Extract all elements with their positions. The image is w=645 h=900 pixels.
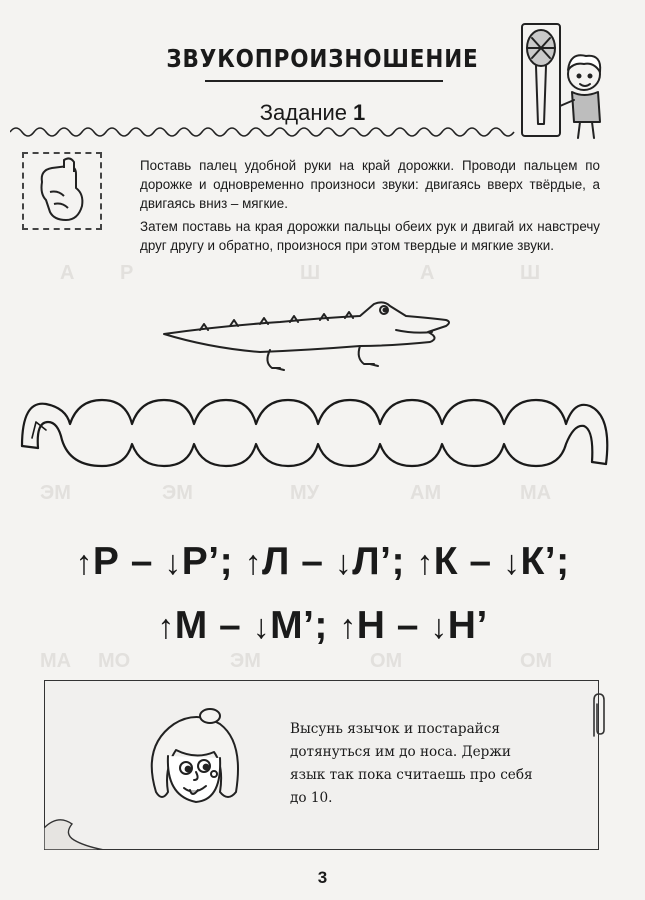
pair-end: ;	[219, 540, 245, 583]
ghost-mark: Р	[120, 262, 134, 284]
arrow-up-icon: ↑	[416, 544, 434, 582]
task-label: Задание	[259, 100, 348, 125]
separator-dash: –	[119, 540, 165, 583]
wave-divider	[10, 120, 520, 140]
arrow-down-icon: ↓	[252, 608, 271, 646]
syllable-row-1	[0, 540, 645, 584]
title-underline	[205, 80, 443, 82]
syllable-hard: М	[174, 604, 208, 647]
page-title: ЗВУКОПРОИЗНОШЕНИЕ	[166, 44, 479, 73]
pair-end: ;	[391, 540, 417, 583]
ghost-mark: ОМ	[520, 650, 553, 672]
tip-text: Высунь язычок и постарайся дотянуться им до носа. Держи язык так пока считаешь про себя до 10.	[290, 721, 533, 806]
arrow-down-icon: ↓	[164, 544, 182, 582]
syllable-hard: Л	[261, 540, 290, 583]
ghost-mark: МО	[98, 650, 131, 672]
curled-corner	[44, 810, 104, 850]
syllable-pair	[244, 540, 416, 583]
ghost-mark: МА	[40, 650, 72, 672]
pair-end: ;	[314, 604, 340, 647]
ghost-mark: АМ	[410, 482, 442, 504]
arrow-up-icon: ↑	[244, 544, 262, 582]
pair-end: ;	[556, 540, 570, 583]
ghost-mark: ЭМ	[230, 650, 261, 672]
separator-dash: –	[385, 604, 431, 647]
instructions-text	[140, 156, 600, 259]
arrow-down-icon: ↓	[502, 544, 521, 582]
page-number: 3	[317, 868, 328, 887]
syllable-soft: К’	[520, 540, 557, 583]
ghost-mark: Ш	[520, 262, 541, 284]
syllable-pair	[339, 604, 488, 647]
arrow-up-icon: ↑	[339, 608, 357, 646]
syllable-pair	[157, 604, 339, 647]
wavy-track	[18, 392, 628, 472]
syllable-hard: К	[433, 540, 459, 583]
syllable-soft: Л’	[352, 540, 392, 583]
ghost-mark: ЭМ	[40, 482, 71, 504]
pointing-hand-box	[22, 152, 102, 230]
syllable-pair	[416, 540, 569, 583]
task-number: 1	[353, 100, 366, 125]
syllable-hard: Н	[356, 604, 386, 647]
arrow-up-icon: ↑	[157, 608, 175, 646]
arrow-up-icon: ↑	[75, 544, 93, 582]
separator-dash: –	[289, 540, 335, 583]
arrow-down-icon: ↓	[430, 608, 448, 646]
syllable-soft: Р’	[181, 540, 220, 583]
ghost-mark: А	[60, 262, 75, 284]
ghost-mark: Ш	[300, 262, 321, 284]
ghost-mark: МУ	[290, 482, 320, 504]
ghost-mark: А	[420, 262, 435, 284]
syllable-soft: Н’	[447, 604, 488, 647]
syllable-hard: Р	[92, 540, 120, 583]
arrow-down-icon: ↓	[334, 544, 353, 582]
separator-dash: –	[458, 540, 503, 583]
girl-face-illustration	[140, 706, 250, 816]
syllable-pair	[75, 540, 244, 583]
pointing-hand-icon	[24, 154, 100, 228]
syllable-soft: М’	[270, 604, 315, 647]
instruction-paragraph: Поставь палец удобной руки на край дорожки. Проводи пальцем по дорожке и одновременно произноси звуки: двигаясь вверх твёрдые, а двигаясь вниз – мягкие.	[140, 158, 600, 211]
ghost-mark: ЭМ	[162, 482, 193, 504]
syllable-row-2	[0, 604, 645, 648]
ghost-mark: МА	[520, 482, 552, 504]
instruction-paragraph: Затем поставь на края дорожки пальцы обеих рук и двигай их навстречу друг другу и обратно, произнося при этом твердые и мягкие звуки.	[140, 219, 600, 253]
paperclip-icon	[586, 690, 610, 742]
crocodile-illustration	[160, 296, 460, 376]
separator-dash: –	[207, 604, 253, 647]
ghost-mark: ОМ	[370, 650, 403, 672]
